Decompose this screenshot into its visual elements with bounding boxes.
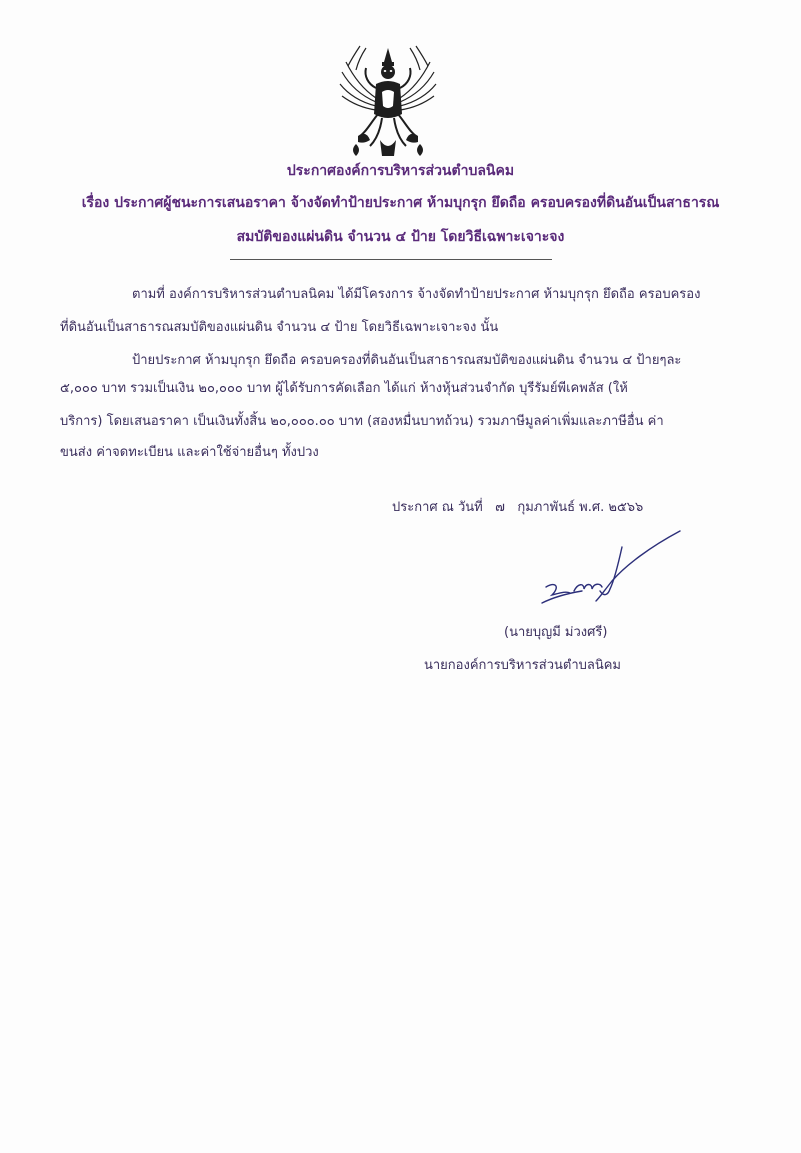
subject-line-1: เรื่อง ประกาศผู้ชนะการเสนอราคา จ้างจัดทำป้ายประกาศ ห้ามบุกรุก ยึดถือ ครอบครองที่ดินอันเป็นสาธารณ <box>81 195 720 211</box>
announce-day: ๗ <box>495 500 505 515</box>
subject-line-2: สมบัติของแผ่นดิน จำนวน ๔ ป้าย โดยวิธีเฉพาะเจาะจง <box>236 229 565 245</box>
announce-prefix: ประกาศ ณ วันที่ <box>392 500 483 515</box>
body-paragraph-2-line-3: บริการ) โดยเสนอราคา เป็นเงินทั้งสิ้น ๒๐,๐๐๐.๐๐ บาท (สองหมื่นบาทถ้วน) รวมภาษีมูลค่าเพิ่มและภาษีอื่น ค่า <box>60 414 664 429</box>
body-paragraph-1-line-1: ตามที่ องค์การบริหารส่วนตำบลนิคม ได้มีโครงการ จ้างจัดทำป้ายประกาศ ห้ามบุกรุก ยึดถือ ครอบครอง <box>132 287 701 302</box>
announce-month-year: กุมภาพันธ์ พ.ศ. ๒๕๖๖ <box>517 500 644 515</box>
body-paragraph-2-line-2: ๕,๐๐๐ บาท รวมเป็นเงิน ๒๐,๐๐๐ บาท ผู้ได้รับการคัดเลือก ได้แก่ ห้างหุ้นส่วนจำกัด บุรีรัมย์พีเคพลัส (ให้ <box>60 381 628 396</box>
body-paragraph-1-line-2: ที่ดินอันเป็นสาธารณสมบัติของแผ่นดิน จำนวน ๔ ป้าย โดยวิธีเฉพาะเจาะจง นั้น <box>60 320 499 335</box>
signer-position: นายกองค์การบริหารส่วนตำบลนิคม <box>424 658 621 673</box>
handwritten-signature <box>530 525 690 625</box>
signer-name: (นายบุญมี ม่วงศรี) <box>504 625 608 640</box>
header-divider <box>230 259 552 260</box>
body-paragraph-2-line-1: ป้ายประกาศ ห้ามบุกรุก ยึดถือ ครอบครองที่ดินอันเป็นสาธารณสมบัติของแผ่นดิน จำนวน ๔ ป้ายๆละ <box>132 353 682 368</box>
announce-date <box>392 496 643 517</box>
body-paragraph-2-line-4: ขนส่ง ค่าจดทะเบียน และค่าใช้จ่ายอื่นๆ ทั้งปวง <box>60 445 319 460</box>
announcement-title: ประกาศองค์การบริหารส่วนตำบลนิคม <box>286 163 515 179</box>
garuda-emblem <box>336 40 440 158</box>
